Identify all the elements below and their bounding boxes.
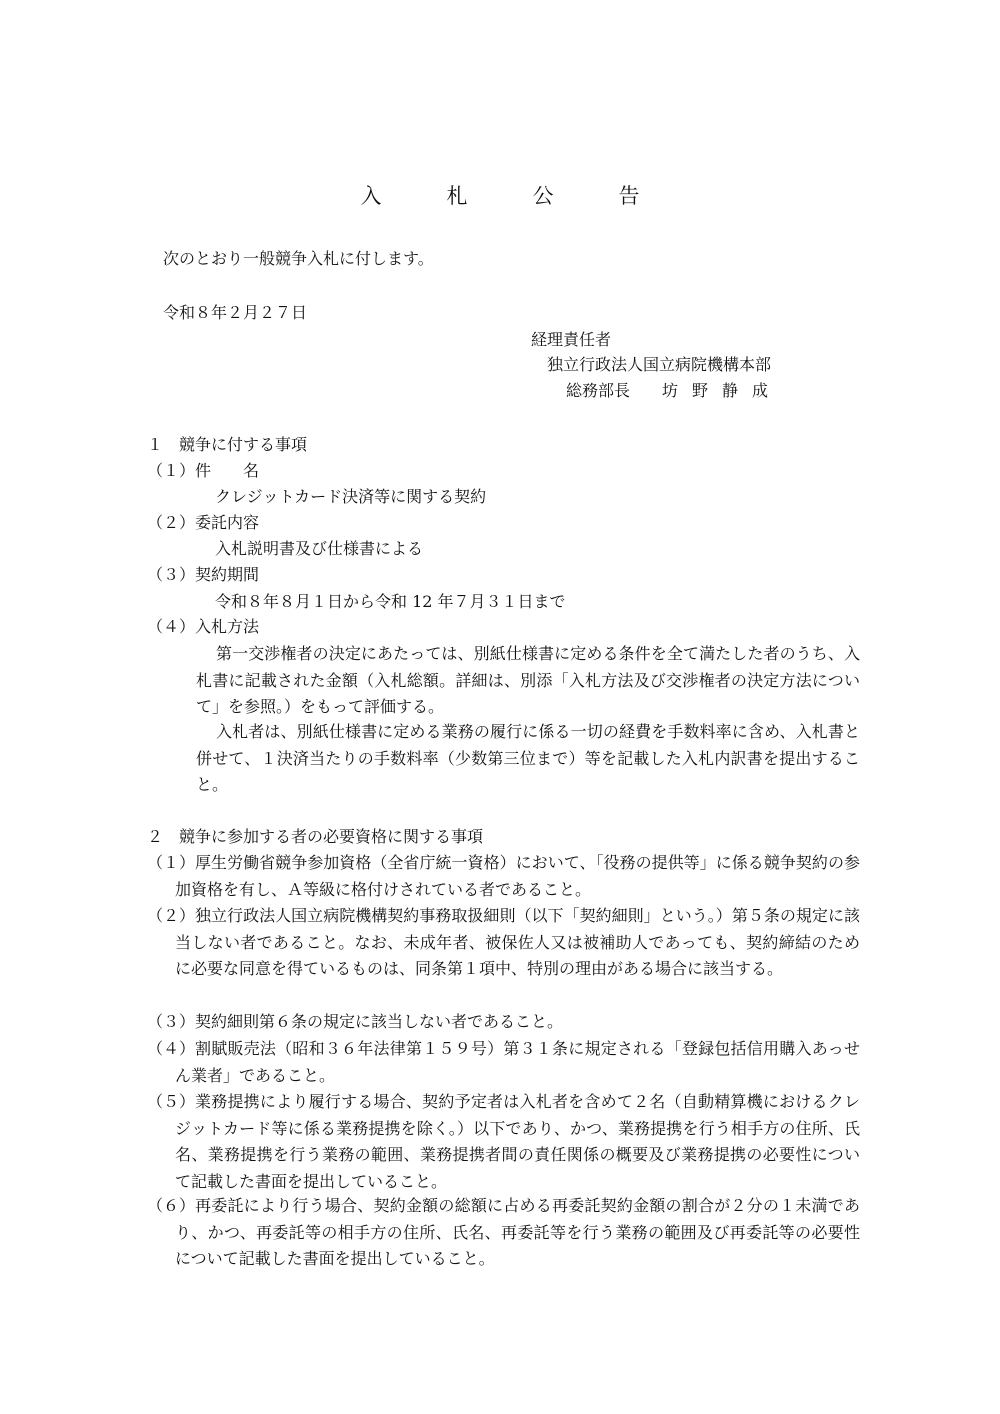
method-paragraph-2: 入札者は、別紙仕様書に定める業務の履行に係る一切の経費を手数料率に含め、入札書と併せて、１決済当たりの手数料率（少数第三位まで）等を記載した入札内訳書を提出すること。 [196,722,860,794]
intro-text: 次のとおり一般競争入札に付します。 [163,249,434,268]
item-period-value: 令和８年８月１日から令和 12 年７月３１日まで [215,592,566,611]
page-title: 入 札 公 告 [360,184,662,208]
section1-heading: １ 競争に付する事項 [147,435,308,454]
req3-text: 契約細則第６条の規定に該当しない者であること。 [195,1012,564,1031]
signatory-role: 経理責任者 [531,330,612,349]
req4-label: （４） [147,1039,196,1058]
req6-text: 再委託により行う場合、契約金額の総額に占める再委託契約金額の割合が２分の１未満であり、かつ、再委託等の相手方の住所、氏名、再委託等を行う業務の範囲及び再委託等の必要性について記載した書面を提出していること。 [175,1196,860,1268]
req1-text: 厚生労働省競争参加資格（全省庁統一資格）において、「役務の提供等」に係る競争契約の参加資格を有し、Ａ等級に格付けされている者であること。 [175,853,860,899]
item-subject-value: クレジットカード決済等に関する契約 [215,487,487,506]
notice-date: 令和８年２月２７日 [163,303,308,322]
req5-label: （５） [147,1092,196,1111]
item-subject-label: （１）件 名 [147,461,260,480]
req3-label: （３） [147,1012,196,1031]
signatory-position: 総務部長 [566,381,631,400]
item-method-label: （４）入札方法 [147,617,260,636]
req2-text: 独立行政法人国立病院機構契約事務取扱細則（以下「契約細則」という。）第５条の規定に該当しない者であること。なお、未成年者、被保佐人又は被補助人であっても、契約締結のために必要な同意を得ているものは、同条第１項中、特別の理由がある場合に該当する。 [175,906,860,978]
item-scope-value: 入札説明書及び仕様書による [215,539,424,558]
method-paragraph-1: 第一交渉権者の決定にあたっては、別紙仕様書に定める条件を全て満たした者のうち、入札書に記載された金額（入札総額。詳細は、別添「入札方法及び交渉権者の決定方法について」を参照。）をもって評価する。 [196,644,860,716]
item-period-label: （３）契約期間 [147,565,260,584]
req6-label: （６） [147,1196,196,1215]
section2-heading: ２ 競争に参加する者の必要資格に関する事項 [147,827,484,846]
req5-text: 業務提携により履行する場合、契約予定者は入札者を含めて２名（自動精算機におけるクレジットカード等に係る業務提携を除く。）以下であり、かつ、業務提携を行う相手方の住所、氏名、業務提携を行う業務の範囲、業務提携者間の責任関係の概要及び業務提携の必要性について記載した書面を提出していること。 [175,1092,860,1191]
signatory-name: 坊野静成 [662,381,783,400]
signatory-line [566,378,782,404]
req1-label: （１） [147,853,196,872]
item-scope-label: （２）委託内容 [147,513,260,532]
req2-label: （２） [147,906,196,925]
signatory-org: 独立行政法人国立病院機構本部 [547,355,772,374]
req4-text: 割賦販売法（昭和３６年法律第１５９号）第３１条に規定される「登録包括信用購入あっせん業者」であること。 [175,1039,860,1085]
